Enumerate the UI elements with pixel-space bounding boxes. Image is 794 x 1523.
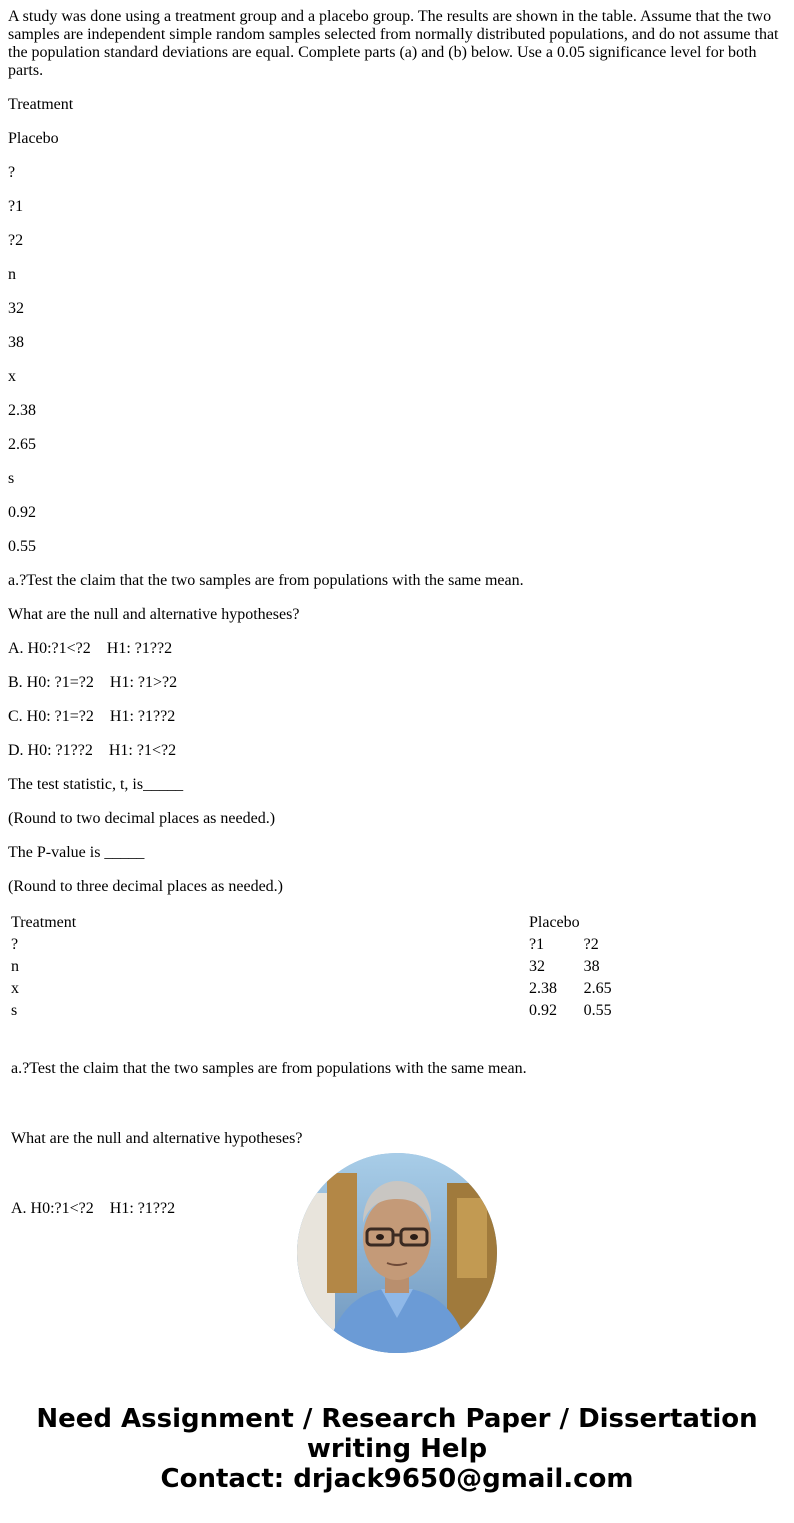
question-line: x	[8, 368, 16, 385]
question-line: 0.92	[8, 504, 36, 521]
rounding-note-three: (Round to three decimal places as needed.)	[8, 878, 283, 895]
table-cell: ?1	[529, 936, 545, 953]
table-row	[10, 979, 784, 999]
table-hypotheses-question: What are the null and alternative hypotheses?	[11, 1130, 303, 1147]
table-cell: n	[11, 958, 19, 975]
table-cell: 32	[529, 958, 545, 975]
table-header-placebo: Placebo	[529, 914, 580, 931]
question-line: 32	[8, 300, 24, 317]
question-line: Placebo	[8, 130, 59, 147]
question-content	[8, 0, 786, 896]
author-avatar	[297, 1153, 497, 1353]
author-portrait-image	[297, 1153, 497, 1353]
option-c: C. H0: ?1=?2 H1: ?1??2	[8, 708, 176, 725]
table-cell: ?	[11, 936, 19, 953]
table-cell: s	[11, 1002, 18, 1019]
question-line: ?	[8, 164, 16, 181]
table-cell: 2.38	[529, 980, 557, 997]
promo-line: Need Assignment / Research Paper / Dissertation	[36, 1404, 758, 1434]
option-b: B. H0: ?1=?2 H1: ?1>?2	[8, 674, 178, 691]
question-line: ?1	[8, 198, 24, 215]
part-a-claim: a.?Test the claim that the two samples are from populations with the same mean.	[8, 572, 524, 589]
question-line: ?2	[8, 232, 24, 249]
promo-line: writing Help	[306, 1434, 488, 1464]
table-cell: ?2	[583, 936, 599, 953]
p-value-prompt: The P-value is _____	[8, 844, 145, 861]
hypotheses-question: What are the null and alternative hypotheses?	[8, 606, 300, 623]
table-cell: 38	[583, 958, 600, 975]
table-row	[10, 913, 784, 933]
question-line: s	[8, 470, 15, 487]
promo-banner	[0, 1404, 794, 1494]
question-line: 2.38	[8, 402, 36, 419]
table-cell: x	[11, 980, 19, 997]
question-line: n	[8, 266, 16, 283]
rounding-note-two: (Round to two decimal places as needed.)	[8, 810, 276, 827]
table-cell: 0.55	[583, 1002, 612, 1019]
option-a: A. H0:?1<?2 H1: ?1??2	[8, 640, 173, 657]
table-row	[10, 935, 784, 955]
table-part-a-claim: a.?Test the claim that the two samples are from populations with the same mean.	[11, 1060, 527, 1077]
table-row	[10, 957, 784, 977]
table-header-treatment: Treatment	[11, 914, 77, 931]
table-header-extra	[583, 913, 784, 933]
question-line: Treatment	[8, 96, 74, 113]
question-line: 38	[8, 334, 24, 351]
table-option-a: A. H0:?1<?2 H1: ?1??2	[11, 1200, 176, 1217]
test-statistic-prompt: The test statistic, t, is_____	[8, 776, 184, 793]
option-d: D. H0: ?1??2 H1: ?1<?2	[8, 742, 177, 759]
table-row	[10, 1001, 784, 1021]
table-cell: 2.65	[583, 980, 612, 997]
question-line: 0.55	[8, 538, 36, 555]
promo-contact: Contact: drjack9650@gmail.com	[160, 1464, 634, 1494]
question-line: 2.65	[8, 436, 36, 453]
table-cell: 0.92	[529, 1002, 557, 1019]
question-intro: A study was done using a treatment group and a placebo group. The results are shown in the table. Assume that the two samples are independent simple random samples selected from normally distributed populations, and do not assume that the population standard deviations are equal. Complete parts (a) and (b) below. Use a 0.05 significance level for both parts.	[8, 8, 779, 79]
